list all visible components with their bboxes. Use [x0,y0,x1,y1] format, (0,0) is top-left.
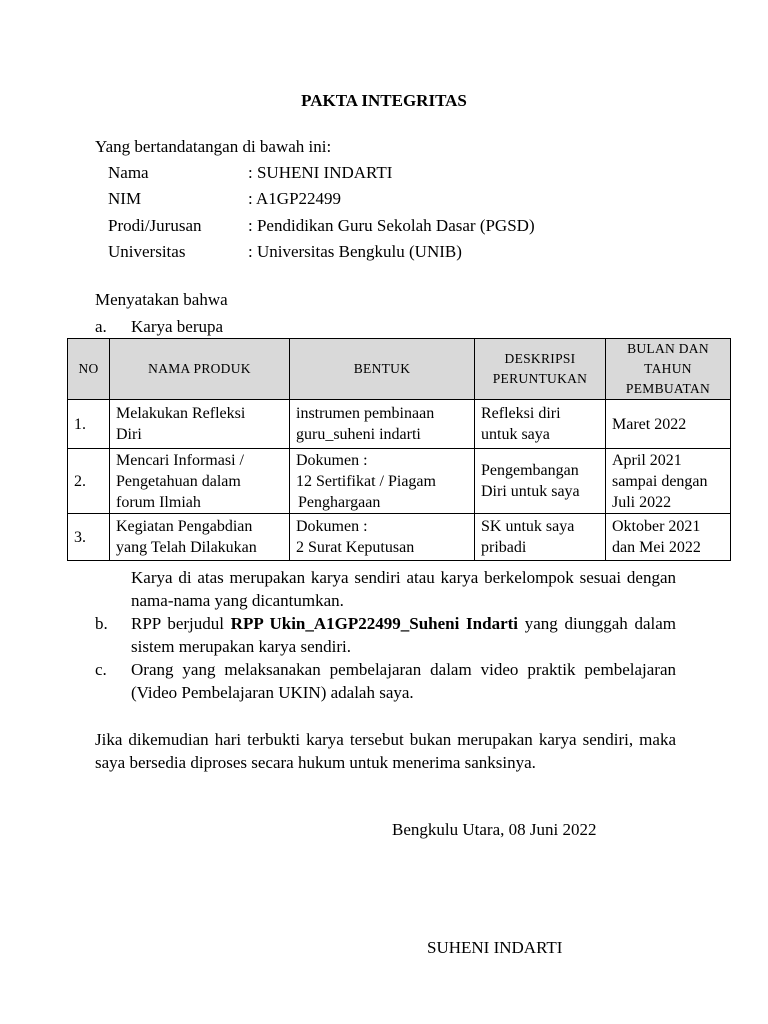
row-deskripsi: Pengembangan Diri untuk saya [475,449,606,514]
header-deskripsi: DESKRIPSI PERUNTUKAN [475,339,606,400]
row-bentuk: Dokumen : 12 Sertifikat / Piagam Penghargaan [290,449,475,514]
row-deskripsi: SK untuk saya pribadi [475,514,606,561]
row-deskripsi: Refleksi diri untuk saya [475,400,606,449]
rpp-title: RPP Ukin_A1GP22499_Suheni Indarti [230,614,519,633]
item-c-paragraph: Orang yang melaksanakan pembelajaran dalam video praktik pembelajaran (Video Pembelajaran UKIN) adalah saya. [131,660,676,702]
continuation-paragraph: Karya di atas merupakan karya sendiri atau karya berkelompok sesuai dengan nama-nama yang dicantumkan. [131,568,676,610]
row-no: 1. [68,400,110,449]
works-table [67,338,731,561]
identity-value-universitas: : Universitas Bengkulu (UNIB) [248,242,462,261]
header-bentuk: BENTUK [290,339,475,400]
identity-label-prodi: Prodi/Jurusan [108,216,202,235]
item-a-letter: a. [95,317,107,336]
table-header-row [68,339,731,400]
row-produk: Mencari Informasi / Pengetahuan dalam forum Ilmiah [110,449,290,514]
identity-value-nim: : A1GP22499 [248,189,342,208]
item-b-paragraph: RPP berjudul RPP Ukin_A1GP22499_Suheni Indarti yang diunggah dalam sistem merupakan karya sendiri. [131,614,676,656]
item-b-letter: b. [95,614,108,633]
identity-value-nama: : SUHENI INDARTI [248,163,393,182]
row-waktu: Maret 2022 [606,400,731,449]
row-waktu: Oktober 2021 dan Mei 2022 [606,514,731,561]
row-no: 3. [68,514,110,561]
place-date: Bengkulu Utara, 08 Juni 2022 [392,820,597,839]
row-waktu: April 2021 sampai dengan Juli 2022 [606,449,731,514]
statement-text: Menyatakan bahwa [95,290,228,309]
table-row [68,449,731,514]
table-row [68,400,731,449]
item-a-text: Karya berupa [131,317,224,336]
row-bentuk: Dokumen : 2 Surat Keputusan [290,514,475,561]
identity-label-universitas: Universitas [108,242,186,261]
row-produk: Melakukan Refleksi Diri [110,400,290,449]
identity-label-nim: NIM [108,189,142,208]
item-c-letter: c. [95,660,107,679]
intro-text: Yang bertandatangan di bawah ini: [95,137,332,156]
header-bulan-tahun: BULAN DAN TAHUN PEMBUATAN [606,339,731,400]
document-title: PAKTA INTEGRITAS [301,91,467,110]
row-produk: Kegiatan Pengabdian yang Telah Dilakukan [110,514,290,561]
row-no: 2. [68,449,110,514]
header-no: NO [68,339,110,400]
signer-name: SUHENI INDARTI [427,938,563,957]
identity-label-nama: Nama [108,163,149,182]
row-bentuk: instrumen pembinaan guru_suheni indarti [290,400,475,449]
table-row [68,514,731,561]
closing-paragraph: Jika dikemudian hari terbukti karya tersebut bukan merupakan karya sendiri, maka saya bersedia diproses secara hukum untuk menerima sanksinya. [95,730,676,772]
identity-value-prodi: : Pendidikan Guru Sekolah Dasar (PGSD) [248,216,535,235]
header-nama-produk: NAMA PRODUK [110,339,290,400]
